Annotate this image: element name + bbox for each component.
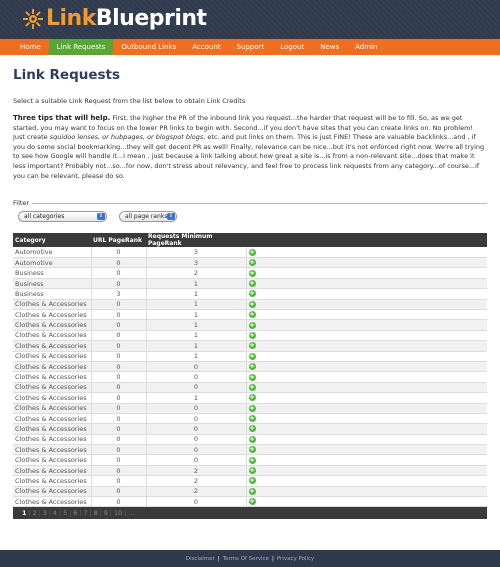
add-request-icon[interactable]: +: [249, 382, 255, 391]
cell-url-pagerank: 0: [91, 351, 146, 361]
page-separator: |: [28, 509, 31, 517]
add-request-icon[interactable]: +: [249, 424, 255, 433]
cell-min-pagerank: 3: [146, 258, 246, 268]
tips-lead: Three tips that will help.: [13, 114, 111, 122]
add-request-icon[interactable]: +: [249, 466, 255, 475]
add-request-icon[interactable]: +: [249, 279, 255, 288]
cell-url-pagerank: 0: [91, 247, 146, 257]
footer-disclaimer-link[interactable]: Disclaimer: [185, 555, 215, 562]
table-row: [13, 299, 487, 309]
logo-text-part1: Link: [46, 6, 96, 31]
cell-min-pagerank: 2: [146, 476, 246, 486]
cell-min-pagerank: 0: [146, 361, 246, 371]
add-request-icon[interactable]: +: [249, 362, 255, 371]
cell-min-pagerank: 2: [146, 486, 246, 496]
cell-category: Clothes & Accessories: [13, 434, 91, 444]
page-link[interactable]: 9: [103, 509, 108, 518]
header-category: Category: [13, 233, 91, 247]
add-request-icon[interactable]: +: [249, 414, 255, 423]
cell-url-pagerank: 0: [91, 258, 146, 268]
cell-category: Clothes & Accessories: [13, 465, 91, 475]
add-request-icon[interactable]: +: [249, 341, 255, 350]
cell-url-pagerank: 0: [91, 320, 146, 330]
add-request-icon[interactable]: +: [249, 445, 255, 454]
cell-min-pagerank: 1: [146, 310, 246, 320]
add-request-icon[interactable]: +: [249, 455, 255, 464]
cell-action: [246, 455, 487, 465]
cell-action: [246, 486, 487, 496]
tips-paragraph: [13, 114, 487, 181]
footer-privacy-link[interactable]: Privacy Policy: [276, 555, 315, 562]
cell-url-pagerank: 0: [91, 424, 146, 434]
main-nav: [0, 39, 500, 55]
cell-category: Clothes & Accessories: [13, 476, 91, 486]
page-link[interactable]: 6: [73, 509, 78, 518]
cell-category: Clothes & Accessories: [13, 393, 91, 403]
cell-action: [246, 382, 487, 392]
cell-action: [246, 497, 487, 507]
nav-support[interactable]: Support: [236, 43, 265, 51]
cell-category: Business: [13, 289, 91, 299]
cell-action: [246, 393, 487, 403]
category-select[interactable]: [18, 211, 107, 222]
add-request-icon[interactable]: +: [249, 258, 255, 267]
table-row: [13, 434, 487, 444]
add-request-icon[interactable]: +: [249, 434, 255, 443]
table-row: [13, 476, 487, 486]
main-content: [0, 67, 500, 519]
select-arrows-icon: ⇕: [168, 213, 174, 220]
cell-url-pagerank: 0: [91, 341, 146, 351]
cell-url-pagerank: 0: [91, 393, 146, 403]
header-min-pagerank: Requests Minimum PageRank: [146, 233, 246, 247]
link-requests-table: [13, 233, 487, 507]
cell-min-pagerank: 0: [146, 445, 246, 455]
cell-category: Clothes & Accessories: [13, 497, 91, 507]
page-link[interactable]: ...: [128, 509, 135, 518]
cell-action: [246, 476, 487, 486]
footer-separator: |: [271, 555, 274, 562]
table-row: [13, 330, 487, 340]
header-url-pagerank: URL PageRank: [91, 233, 146, 247]
filter-label: Filter: [13, 199, 32, 207]
page-link[interactable]: 3: [42, 509, 47, 518]
table-row: [13, 320, 487, 330]
cell-category: Clothes & Accessories: [13, 445, 91, 455]
cell-category: Clothes & Accessories: [13, 310, 91, 320]
cell-url-pagerank: 0: [91, 361, 146, 371]
page-separator: |: [99, 509, 102, 517]
cell-min-pagerank: 0: [146, 424, 246, 434]
table-row: [13, 445, 487, 455]
logo-text-part2: Blueprint: [95, 6, 207, 31]
page-link[interactable]: 5: [63, 509, 68, 518]
cell-url-pagerank: 0: [91, 299, 146, 309]
page-link[interactable]: 10: [113, 509, 123, 518]
cell-action: [246, 413, 487, 423]
table-row: [13, 341, 487, 351]
cell-min-pagerank: 0: [146, 372, 246, 382]
category-select-value: all categories: [24, 213, 65, 221]
cell-url-pagerank: 3: [91, 289, 146, 299]
site-header: [0, 0, 500, 39]
add-request-icon[interactable]: +: [249, 486, 255, 495]
table-row: [13, 289, 487, 299]
cell-category: Clothes & Accessories: [13, 361, 91, 371]
cell-min-pagerank: 1: [146, 320, 246, 330]
add-request-icon[interactable]: +: [249, 403, 255, 412]
cell-category: Clothes & Accessories: [13, 424, 91, 434]
table-row: [13, 393, 487, 403]
cell-action: [246, 289, 487, 299]
table-row: [13, 455, 487, 465]
table-row: [13, 278, 487, 288]
cell-min-pagerank: 0: [146, 382, 246, 392]
table-row: [13, 258, 487, 268]
cell-url-pagerank: 0: [91, 445, 146, 455]
table-row: [13, 403, 487, 413]
cell-url-pagerank: 0: [91, 372, 146, 382]
cell-category: Clothes & Accessories: [13, 320, 91, 330]
cell-action: [246, 424, 487, 434]
add-request-icon[interactable]: +: [249, 310, 255, 319]
cell-category: Clothes & Accessories: [13, 413, 91, 423]
tips-body-2: , etc. and put links on them. This is just FINE! These are valuable backlinks...and , if you do some social bookmarking...they will get decent PR as well! Finally, relevance can be nice...but it's not enforced right now. We're all trying to see how Google will handle it...I mean , just because a link talking about how great a site is...is from a non-relevant site...does that make it less important? Probably not...so...for now, don't stress about relevancy, and feel free to process link requests from any category...of course...if you can be relevant, please do so.: [13, 133, 485, 180]
page-separator: |: [38, 509, 41, 517]
header-action: [246, 233, 487, 247]
cell-action: [246, 330, 487, 340]
table-header-row: [13, 233, 487, 247]
page-separator: |: [124, 509, 127, 517]
cell-url-pagerank: 0: [91, 403, 146, 413]
cell-url-pagerank: 0: [91, 476, 146, 486]
nav-logout[interactable]: Logout: [280, 43, 305, 51]
cell-url-pagerank: 0: [91, 434, 146, 444]
footer-tos-link[interactable]: Terms Of Service: [222, 555, 269, 562]
cell-url-pagerank: 0: [91, 382, 146, 392]
cell-category: Clothes & Accessories: [13, 341, 91, 351]
add-request-icon[interactable]: +: [249, 247, 255, 256]
table-row: [13, 413, 487, 423]
tips-body-1: First, the higher the PR of the inbound link you request...the harder that request will be to fill. So, as we get started, you may want to focus on the lower PR links to begin with. Second...if you don't have sites that you can create links on. No problem! Just create: [13, 114, 474, 142]
add-request-icon[interactable]: +: [249, 476, 255, 485]
add-request-icon[interactable]: +: [249, 320, 255, 329]
page-separator: |: [79, 509, 82, 517]
add-request-icon[interactable]: +: [249, 393, 255, 402]
cell-min-pagerank: 1: [146, 341, 246, 351]
cell-min-pagerank: 2: [146, 465, 246, 475]
page-separator: |: [69, 509, 72, 517]
cell-action: [246, 258, 487, 268]
cell-url-pagerank: 0: [91, 465, 146, 475]
cell-action: [246, 247, 487, 257]
cell-min-pagerank: 0: [146, 434, 246, 444]
cell-min-pagerank: 1: [146, 351, 246, 361]
cell-action: [246, 310, 487, 320]
cell-category: Business: [13, 268, 91, 278]
cell-url-pagerank: 0: [91, 310, 146, 320]
filter-fieldset: [13, 199, 487, 230]
tips-emphasis: squidoo lenses, or hubpages, or blogspot blogs: [49, 133, 204, 142]
site-footer: [0, 550, 500, 567]
cell-url-pagerank: 0: [91, 486, 146, 496]
pagerank-select-value: all page ranks: [125, 213, 168, 221]
cell-url-pagerank: 0: [91, 497, 146, 507]
cell-action: [246, 403, 487, 413]
cell-action: [246, 361, 487, 371]
table-row: [13, 497, 487, 507]
add-request-icon[interactable]: +: [249, 351, 255, 360]
cell-min-pagerank: 1: [146, 330, 246, 340]
add-request-icon[interactable]: +: [249, 299, 255, 308]
table-row: [13, 247, 487, 257]
nav-account[interactable]: Account: [192, 43, 221, 51]
table-row: [13, 361, 487, 371]
page-separator: |: [89, 509, 92, 517]
pagerank-select[interactable]: [119, 211, 177, 222]
cell-min-pagerank: 0: [146, 455, 246, 465]
cell-action: [246, 445, 487, 455]
cell-category: Clothes & Accessories: [13, 299, 91, 309]
table-row: [13, 486, 487, 496]
intro-text: Select a suitable Link Request from the list below to obtain Link Credits: [13, 97, 246, 105]
logo-text: [46, 6, 207, 32]
cell-min-pagerank: 3: [146, 247, 246, 257]
cell-url-pagerank: 0: [91, 278, 146, 288]
cell-category: Clothes & Accessories: [13, 486, 91, 496]
cell-min-pagerank: 0: [146, 403, 246, 413]
table-row: [13, 310, 487, 320]
cell-category: Business: [13, 278, 91, 288]
cell-action: [246, 372, 487, 382]
nav-home[interactable]: Home: [20, 43, 41, 51]
add-request-icon[interactable]: +: [249, 330, 255, 339]
cell-action: [246, 465, 487, 475]
cell-min-pagerank: 0: [146, 413, 246, 423]
cell-min-pagerank: 1: [146, 289, 246, 299]
page-link[interactable]: 4: [52, 509, 58, 518]
select-arrows-icon: ⇕: [98, 213, 104, 220]
add-request-icon[interactable]: +: [249, 289, 255, 298]
cell-action: [246, 299, 487, 309]
nav-outbound-links[interactable]: Outbound Links: [121, 43, 177, 51]
table-row: [13, 268, 487, 278]
page-link[interactable]: 8: [93, 509, 98, 518]
cell-min-pagerank: 1: [146, 299, 246, 309]
cell-min-pagerank: 1: [146, 278, 246, 288]
page-link[interactable]: 2: [32, 509, 37, 518]
add-request-icon[interactable]: +: [249, 497, 255, 506]
page-separator: |: [59, 509, 62, 517]
cell-category: Automotive: [13, 247, 91, 257]
table-row: [13, 351, 487, 361]
table-row: [13, 424, 487, 434]
page-title: Link Requests: [13, 67, 121, 83]
table-row: [13, 465, 487, 475]
cell-category: Clothes & Accessories: [13, 330, 91, 340]
cell-category: Clothes & Accessories: [13, 403, 91, 413]
gear-logo-icon: [20, 6, 46, 32]
page-current[interactable]: 1: [22, 509, 27, 518]
cell-action: [246, 341, 487, 351]
nav-news[interactable]: News: [320, 43, 340, 51]
page-link[interactable]: 7: [83, 509, 88, 518]
cell-url-pagerank: 0: [91, 268, 146, 278]
pagination: [13, 507, 487, 519]
cell-min-pagerank: 2: [146, 268, 246, 278]
cell-action: [246, 434, 487, 444]
cell-category: Clothes & Accessories: [13, 382, 91, 392]
nav-link-requests[interactable]: Link Requests: [49, 39, 114, 55]
cell-url-pagerank: 0: [91, 330, 146, 340]
cell-action: [246, 268, 487, 278]
cell-action: [246, 320, 487, 330]
cell-url-pagerank: 0: [91, 455, 146, 465]
add-request-icon[interactable]: +: [249, 268, 255, 277]
add-request-icon[interactable]: +: [249, 372, 255, 381]
cell-min-pagerank: 0: [146, 497, 246, 507]
cell-category: Clothes & Accessories: [13, 351, 91, 361]
cell-action: [246, 278, 487, 288]
nav-admin[interactable]: Admin: [355, 43, 378, 51]
page-separator: |: [48, 509, 51, 517]
table-row: [13, 382, 487, 392]
cell-min-pagerank: 1: [146, 393, 246, 403]
table-row: [13, 372, 487, 382]
page-separator: |: [109, 509, 112, 517]
cell-category: Clothes & Accessories: [13, 455, 91, 465]
logo[interactable]: [20, 6, 207, 32]
cell-category: Clothes & Accessories: [13, 372, 91, 382]
footer-separator: |: [217, 555, 220, 562]
cell-category: Automotive: [13, 258, 91, 268]
cell-action: [246, 351, 487, 361]
cell-url-pagerank: 0: [91, 413, 146, 423]
